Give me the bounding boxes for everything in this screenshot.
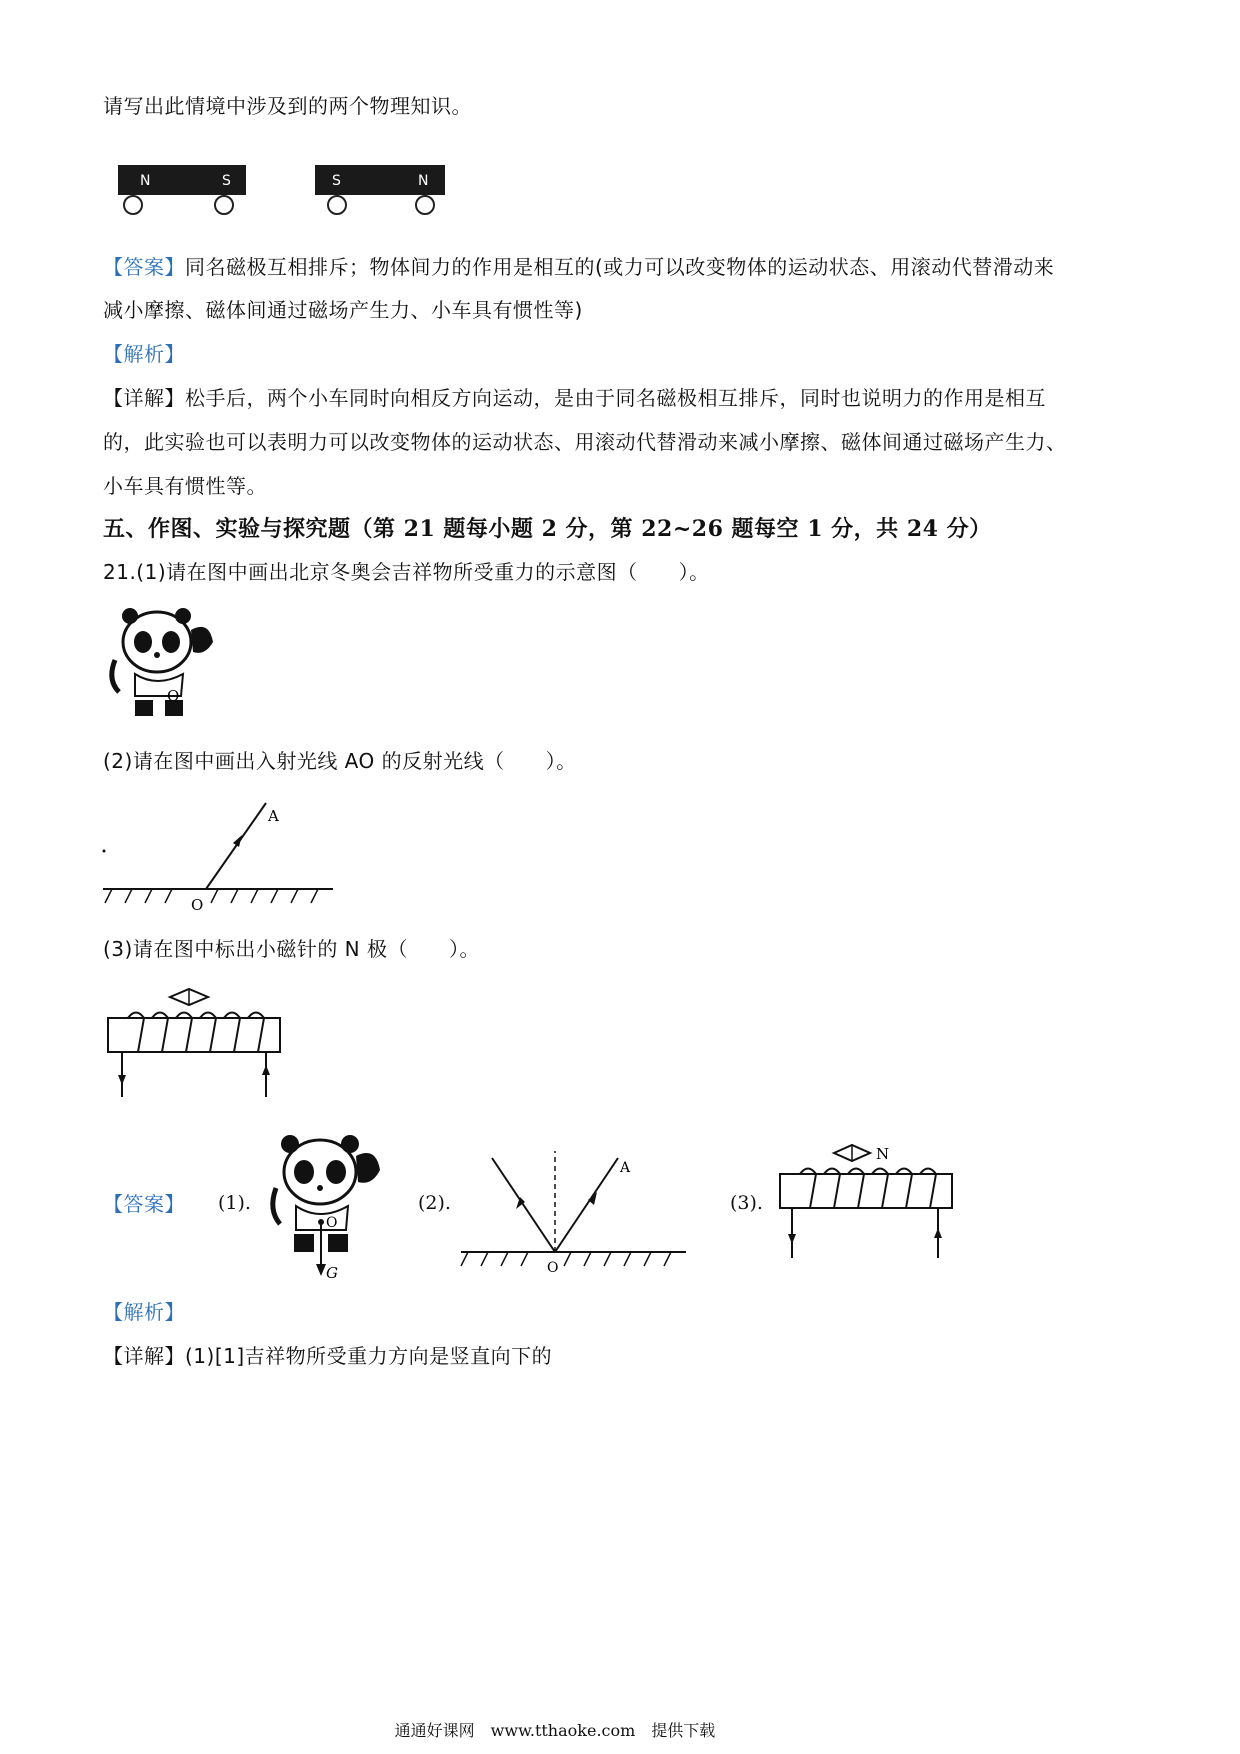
ray-point-o: O (191, 896, 204, 914)
analysis-tag: 【解析】 (103, 342, 185, 366)
detail-tag: 【详解】 (103, 386, 185, 410)
panda-icon (273, 1135, 380, 1252)
section-heading: 五、作图、实验与探究题（第 21 题每小题 2 分，第 22~26 题每空 1 分，共 24 分） (103, 516, 992, 542)
gravity-label: G (326, 1264, 338, 1282)
magnet-cars-figure (100, 145, 460, 225)
mascot-figure (105, 600, 225, 725)
mirror-hatching (105, 889, 318, 903)
answer-ray-point-a: A (620, 1160, 631, 1176)
answer1-text-line1: 同名磁极互相排斥；物体间力的作用是相互的(或力可以改变物体的运动状态、用滚动代替滑动来 (185, 255, 1055, 279)
answer-incident-ray (555, 1158, 618, 1252)
detail1-line1 (103, 384, 1046, 412)
detail2-line (103, 1342, 552, 1370)
detail2-tag: 【详解】 (103, 1344, 185, 1368)
intro-text: 请写出此情境中涉及到的两个物理知识。 (103, 94, 472, 118)
car1-left-pole: N (140, 173, 151, 189)
detail1-text-line1: 松手后，两个小车同时向相反方向运动，是由于同名磁极相互排斥，同时也说明力的作用是相互 (185, 386, 1046, 410)
reflection-question-figure (100, 795, 345, 915)
answer-mascot-point-o: O (326, 1215, 338, 1231)
answer-current-down-arrow-icon (788, 1234, 796, 1244)
answer1-line1 (103, 253, 1054, 281)
magnet-car-left (118, 165, 246, 214)
q21-part1: 21.(1)请在图中画出北京冬奥会吉祥物所受重力的示意图（ ）。 (103, 560, 710, 584)
answer1-text-line2: 减小摩擦、磁体间通过磁场产生力、小车具有惯性等) (103, 298, 583, 322)
reflected-ray (492, 1158, 555, 1252)
answer-mirror-hatching (461, 1252, 671, 1266)
detail1-text-line2: 的，此实验也可以表明力可以改变物体的运动状态、用滚动代替滑动来减小摩擦、磁体间通过磁场产生力、 (103, 430, 1067, 454)
answer-current-up-arrow-icon (934, 1228, 942, 1238)
solenoid-question-figure (100, 985, 300, 1105)
reflection-answer-figure (458, 1148, 693, 1288)
answer2-tag: 【答案】 (103, 1192, 185, 1216)
mascot-answer-figure (262, 1130, 392, 1285)
reflected-arrow-icon (516, 1197, 525, 1209)
ray-point-a: A (268, 807, 279, 825)
answer-ray-point-o: O (547, 1260, 559, 1276)
detail1-text-line3: 小车具有惯性等。 (103, 474, 267, 498)
q21-part3: (3)请在图中标出小磁针的 N 极（ ）。 (103, 937, 481, 961)
car1-right-pole: S (222, 173, 231, 189)
answer2-item2: (2). (418, 1192, 451, 1214)
answer-incident-arrow-icon (588, 1192, 597, 1205)
analysis2-tag: 【解析】 (103, 1300, 185, 1324)
current-up-arrow-icon (262, 1065, 270, 1075)
detail2-text: (1)[1]吉祥物所受重力方向是竖直向下的 (185, 1344, 553, 1368)
answer2-item3: (3). (730, 1192, 763, 1214)
car2-left-pole: S (332, 173, 341, 189)
answer-solenoid-core (780, 1174, 952, 1208)
mascot-point-o: O (167, 687, 180, 705)
car2-right-pole: N (418, 173, 429, 189)
answer2-item1: (1). (218, 1192, 251, 1214)
incident-ray (206, 803, 266, 889)
page-footer: 通通好课网 www.tthaoke.com 提供下载 (394, 1721, 716, 1740)
panda-icon (112, 608, 213, 716)
current-down-arrow-icon (118, 1075, 126, 1085)
answer-tag: 【答案】 (103, 255, 185, 279)
gravity-arrow-icon (316, 1264, 326, 1276)
magnet-car-right (315, 165, 445, 214)
solenoid-core (108, 1018, 280, 1052)
q21-part2: (2)请在图中画出入射光线 AO 的反射光线（ ）。 (103, 749, 577, 773)
north-pole-label: N (876, 1145, 890, 1163)
solenoid-answer-figure (772, 1142, 967, 1264)
